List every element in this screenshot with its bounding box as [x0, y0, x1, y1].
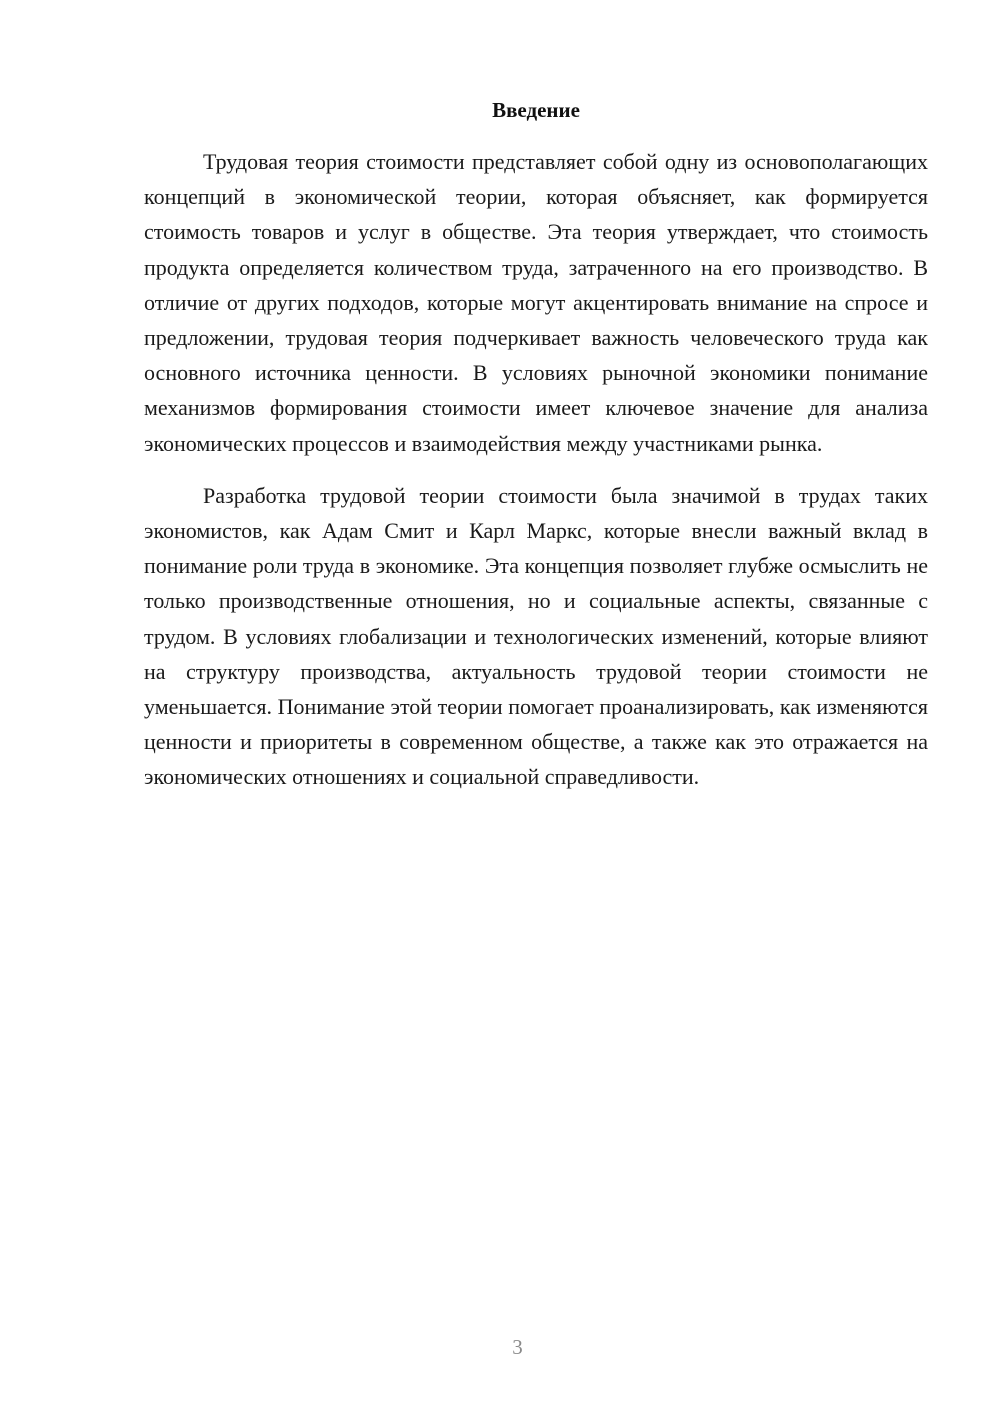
page-content — [144, 96, 928, 812]
page-number: 3 — [512, 1335, 523, 1359]
paragraph-1: Трудовая теория стоимости представляет собой одну из основополагающих концепций в экономической теории, которая объясняет, как формируется стоимость товаров и услуг в обществе. Эта теория утверждает, что стоимость продукта определяется количеством труда, затраченного на его производство. В отличие от других подходов, которые могут акцентировать внимание на спросе и предложении, трудовая теория подчеркивает важность человеческого труда как основного источника ценности. В условиях рыночной экономики понимание механизмов формирования стоимости имеет ключевое значение для анализа экономических процессов и взаимодействия между участниками рынка. — [144, 149, 928, 456]
paragraph-2: Разработка трудовой теории стоимости была значимой в трудах таких экономистов, как Адам Смит и Карл Маркс, которые внесли важный вклад в понимание роли труда в экономике. Эта концепция позволяет глубже осмыслить не только производственные отношения, но и социальные аспекты, связанные с трудом. В условиях глобализации и технологических изменений, которые влияют на структуру производства, актуальность трудовой теории стоимости не уменьшается. Понимание этой теории помогает проанализировать, как изменяются ценности и приоритеты в современном обществе, а также как это отражается на экономических отношениях и социальной справедливости. — [144, 482, 928, 790]
section-title: Введение — [492, 98, 580, 122]
